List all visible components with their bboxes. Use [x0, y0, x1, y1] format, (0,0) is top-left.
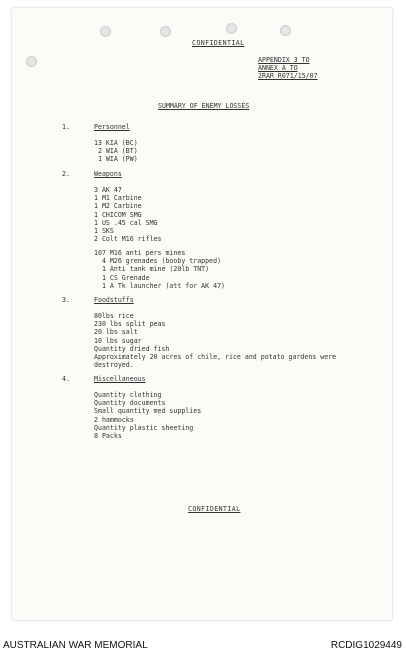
- list-item: 1 US .45 cal SMG: [94, 218, 158, 227]
- document-title: SUMMARY OF ENEMY LOSSES: [158, 102, 250, 110]
- appendix-line: 2RAR R071/15/07: [258, 72, 318, 81]
- classification-top: CONFIDENTIAL: [192, 39, 245, 47]
- list-item: 3 AK 47: [94, 186, 122, 194]
- archive-source: AUSTRALIAN WAR MEMORIAL: [3, 640, 148, 651]
- list-item: 230 lbs split peas: [94, 320, 166, 329]
- classification-bottom: CONFIDENTIAL: [188, 505, 241, 513]
- list-item: 10 lbs sugar: [94, 336, 142, 345]
- archive-footer: [0, 636, 406, 654]
- list-item: 1 M2 Carbine: [94, 202, 142, 211]
- list-item: destroyed.: [94, 361, 134, 370]
- section-heading-weapons: Weapons: [94, 170, 122, 178]
- list-item: 80lbs rice: [94, 312, 134, 320]
- personnel-list: [94, 139, 138, 164]
- list-item: 1 SKS: [94, 227, 114, 236]
- miscellaneous-list: [94, 391, 201, 440]
- punch-hole: [226, 23, 237, 34]
- section-number: 2.: [62, 170, 70, 178]
- list-item: Approximately 20 acres of chile, rice and potato gardens were: [94, 353, 337, 362]
- list-item: 1 M1 Carbine: [94, 194, 142, 203]
- list-item: 107 M16 anti pers mines: [94, 249, 186, 257]
- list-item: Small quantity med supplies: [94, 407, 202, 416]
- list-item: Quantity documents: [94, 399, 166, 408]
- appendix-line: ANNEX A TO: [258, 64, 298, 73]
- punch-hole: [100, 26, 111, 37]
- list-item: 1 CHICOM SMG: [94, 210, 142, 219]
- foodstuffs-list: [94, 312, 336, 369]
- section-heading-foodstuffs: Foodstuffs: [94, 296, 134, 304]
- list-item: Quantity plastic sheeting: [94, 423, 194, 432]
- section-number: 1.: [62, 123, 70, 131]
- list-item: 20 lbs salt: [94, 328, 138, 337]
- section-heading-miscellaneous: Miscellaneous: [94, 375, 146, 383]
- list-item: 2 Colt M16 rifles: [94, 235, 162, 244]
- section-number: 3.: [62, 296, 70, 304]
- list-item: 1 A Tk launcher (att for AK 47): [94, 281, 226, 290]
- list-item: 13 KIA (BC): [94, 139, 138, 147]
- list-item: 1 Anti tank mine (20lb TNT): [94, 265, 210, 274]
- list-item: 1 CS Grenade: [94, 273, 150, 282]
- punch-hole: [160, 26, 171, 37]
- archive-reference: RCDIG1029449: [330, 640, 402, 651]
- appendix-line: APPENDIX 3 TO: [258, 56, 310, 64]
- list-item: 2 WIA (BT): [94, 147, 138, 156]
- punch-hole: [280, 25, 291, 36]
- list-item: 4 M26 grenades (booby trapped): [94, 257, 222, 266]
- munitions-list: [94, 249, 225, 290]
- weapons-list: [94, 186, 162, 243]
- list-item: Quantity clothing: [94, 391, 162, 399]
- appendix-reference: [258, 56, 318, 81]
- section-heading-personnel: Personnel: [94, 123, 130, 131]
- list-item: 1 WIA (PW): [94, 155, 138, 164]
- document-page: [12, 8, 392, 620]
- list-item: 2 hammocks: [94, 415, 134, 424]
- list-item: Quantity dried fish: [94, 344, 170, 353]
- list-item: 8 Packs: [94, 432, 122, 441]
- section-number: 4.: [62, 375, 70, 383]
- punch-hole: [26, 56, 37, 67]
